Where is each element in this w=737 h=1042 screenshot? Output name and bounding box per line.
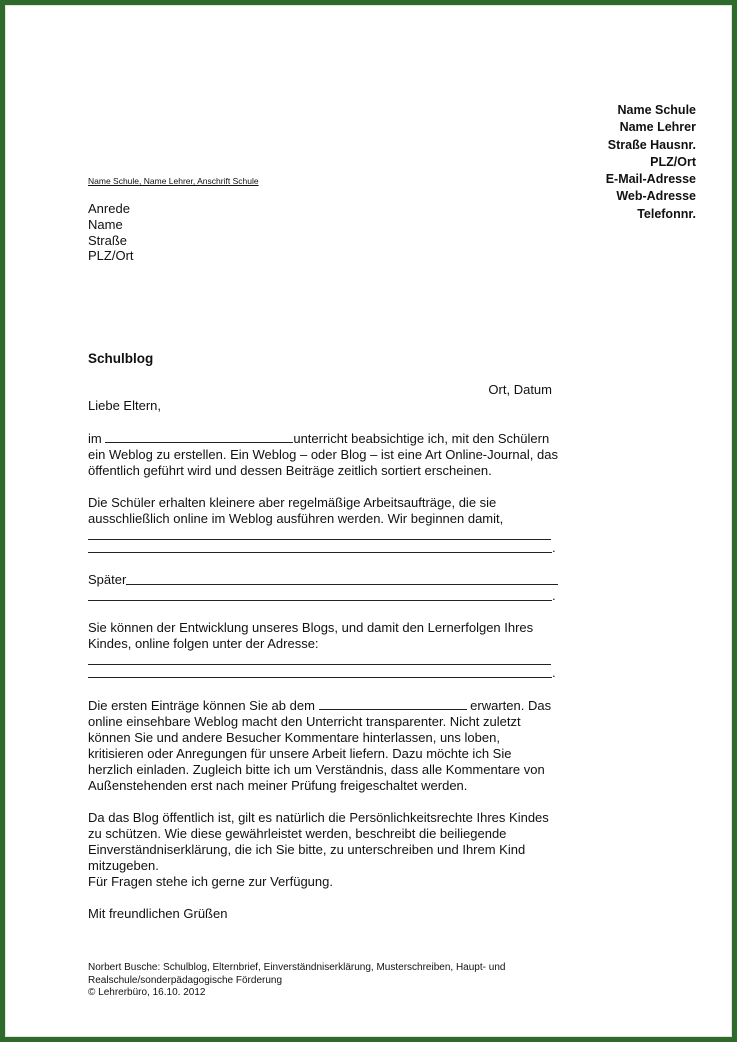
recipient-address-block xyxy=(88,201,134,264)
letter-body xyxy=(88,398,558,922)
recipient-line: PLZ/Ort xyxy=(88,248,134,264)
later-fill-in-line xyxy=(126,584,558,585)
paragraph-intro-start: im xyxy=(88,431,102,446)
fill-in-line xyxy=(88,552,552,553)
sender-line: Name Lehrer xyxy=(619,120,696,135)
line-period: . xyxy=(552,588,556,603)
footer-line-1: Norbert Busche: Schulblog, Elternbrief, Einverständniserklärung, Musterschreiben, Haupt- und Realschule/sonderpädagogische Förderung xyxy=(88,962,506,986)
paragraph-privacy: Da das Blog öffentlich ist, gilt es natürlich die Persönlichkeitsrechte Ihres Kindes zu schützen. Wie diese gewährleistet werden, beschreibt die beiliegende Einverständniserklärung, die ich Sie bitte, zu unterschreiben und Ihrem Kind mitzugeben. xyxy=(88,810,549,873)
paragraph-entries xyxy=(88,697,558,794)
sender-address-block xyxy=(606,102,696,223)
paragraph-intro xyxy=(88,430,558,479)
paragraph-entries-rest: Das online einsehbare Weblog macht den Unterricht transparenter. Nicht zuletzt können Sie und andere Besucher Kommentare hinterlassen, uns loben, kritisieren oder Anregungen für unsere Arbeit liefern. Dazu möchte ich Sie herzlich einladen. Zugleich bitte ich um Verständnis, dass alle Kommentare von Außenstehenden erst nach meiner Prüfung freigeschaltet werden. xyxy=(88,698,552,793)
closing-greeting: Mit freundlichen Grüßen xyxy=(88,906,228,921)
sender-line: Telefonnr. xyxy=(637,206,696,221)
fill-in-line-end xyxy=(88,665,558,681)
later-label: Später xyxy=(88,572,127,587)
recipient-line: Name xyxy=(88,216,123,232)
sender-line: Straße Hausnr. xyxy=(607,137,696,152)
footer-line-2: © Lehrerbüro, 16.10. 2012 xyxy=(88,987,206,998)
sender-line: Web-Adresse xyxy=(616,189,696,204)
footer-credit xyxy=(88,962,568,1000)
fill-in-line-end xyxy=(88,588,558,604)
recipient-line: Straße xyxy=(88,232,128,248)
place-date: Ort, Datum xyxy=(488,382,552,397)
later-row xyxy=(88,572,558,588)
sender-line: Name Schule xyxy=(617,103,696,117)
letter-subject: Schulblog xyxy=(88,351,154,366)
fill-in-line-end xyxy=(88,540,558,556)
paragraph-entries-end: erwarten. xyxy=(470,698,525,713)
subject-blank-line xyxy=(105,430,293,443)
fill-in-line xyxy=(88,600,552,601)
sender-line: PLZ/Ort xyxy=(650,154,696,169)
paragraph-entries-start: Die ersten Einträge können Sie ab dem xyxy=(88,698,315,713)
paragraph-intro-rest: Schülern ein Weblog zu erstellen. Ein Weblog – oder Blog – ist eine Art Online-Journal, das öffentlich geführt wird und dessen Beiträge zeitlich sortiert erscheinen. xyxy=(88,431,558,478)
paragraph-intro-line1: unterricht beabsichtige ich, mit den xyxy=(293,431,495,446)
paragraph-address: Sie können der Entwicklung unseres Blogs, und damit den Lernerfolgen Ihres Kindes, online folgen unter der Adresse: xyxy=(88,620,534,651)
line-period: . xyxy=(552,665,556,680)
salutation: Liebe Eltern, xyxy=(88,398,161,413)
fill-in-line xyxy=(88,677,552,678)
questions-line: Für Fragen stehe ich gerne zur Verfügung. xyxy=(88,874,333,889)
recipient-line: Anrede xyxy=(88,201,130,216)
letter-page xyxy=(5,5,732,1037)
sender-line: E-Mail-Adresse xyxy=(605,172,696,187)
line-period: . xyxy=(552,540,556,555)
paragraph-assignments: Die Schüler erhalten kleinere aber regelmäßige Arbeitsaufträge, die sie ausschließlich online im Weblog ausführen werden. Wir beginnen damit, xyxy=(88,495,504,526)
return-address-line: Name Schule, Name Lehrer, Anschrift Schule xyxy=(88,176,259,186)
date-blank-line xyxy=(319,697,467,710)
